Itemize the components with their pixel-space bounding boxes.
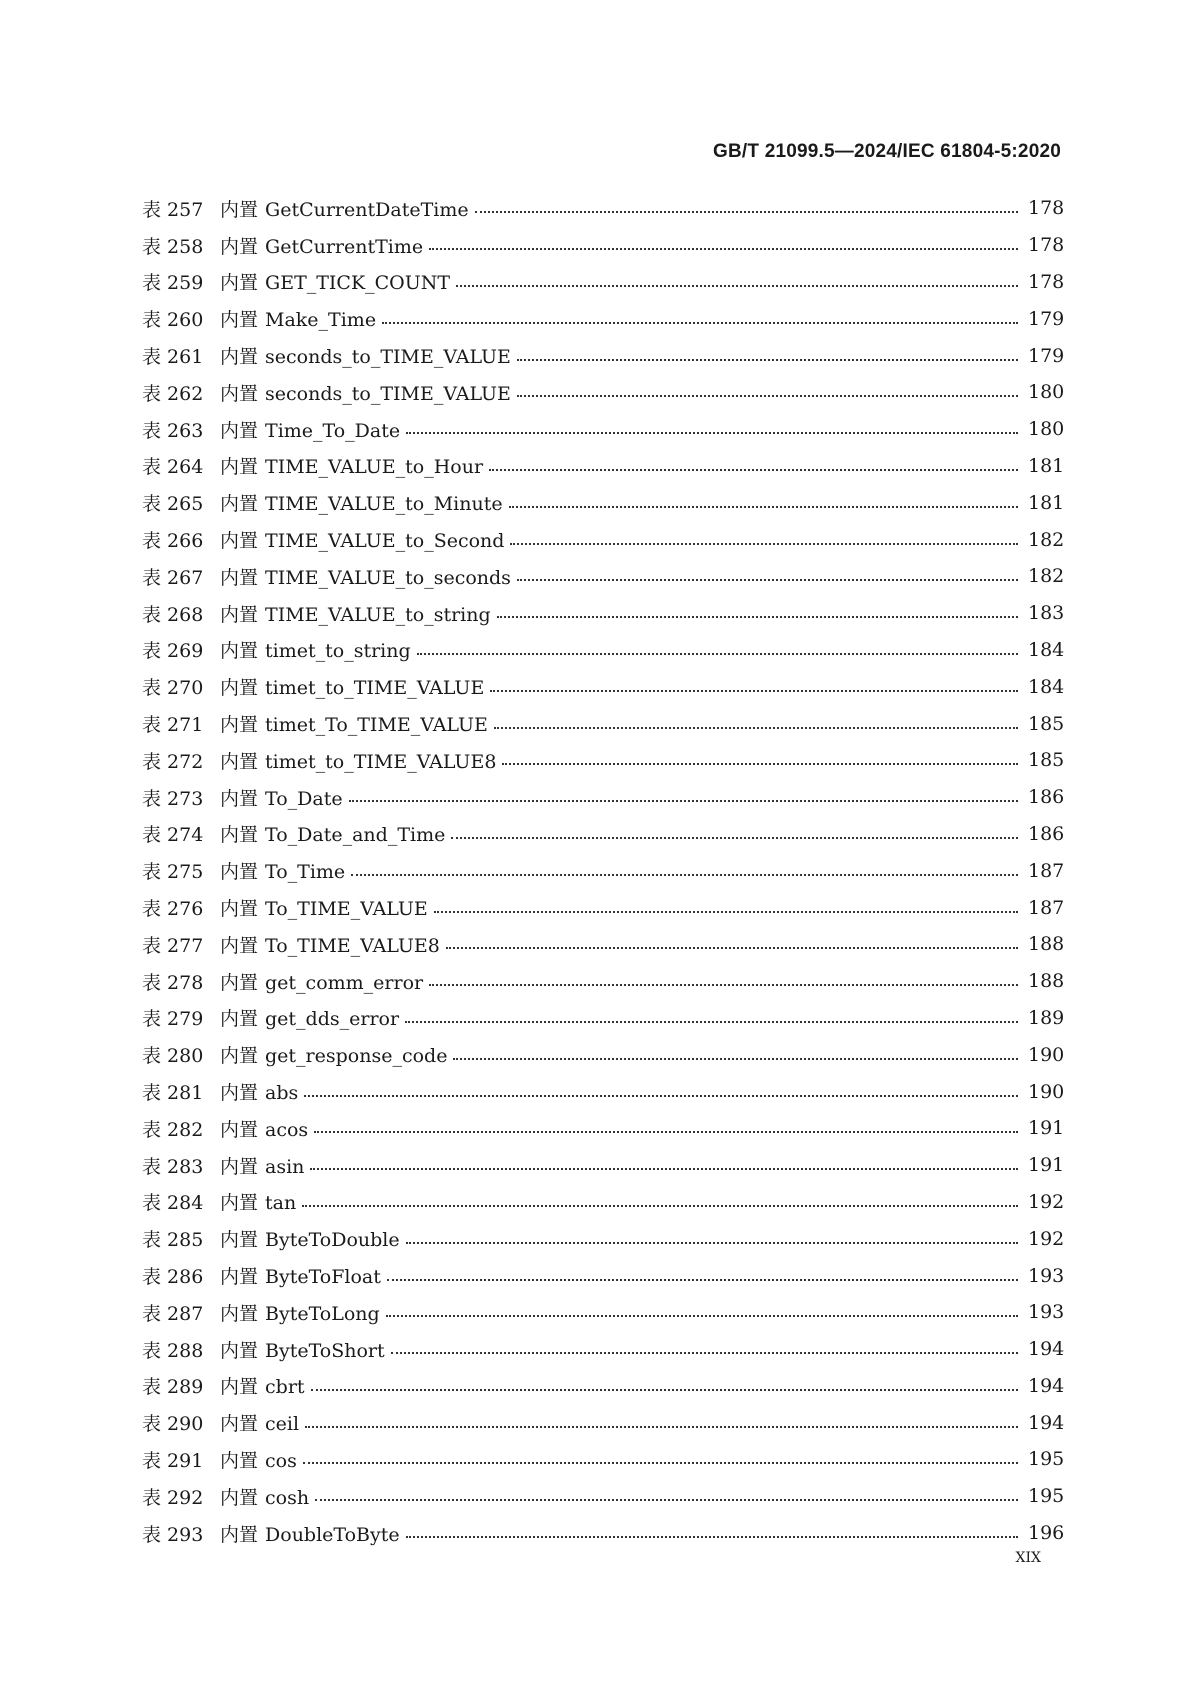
toc-entry[interactable] [142, 963, 1065, 1000]
table-number-label: 表 282 [142, 1118, 204, 1141]
entry-prefix: 内置 [220, 1155, 259, 1178]
table-number-label: 表 258 [142, 235, 204, 258]
entry-prefix: 内置 [220, 1229, 259, 1252]
entry-prefix: 内置 [220, 861, 259, 884]
entry-title-group [220, 342, 517, 369]
entry-title-group [220, 1483, 315, 1510]
entry-title-group [220, 1225, 406, 1252]
entry-page-number: 190 [1028, 1043, 1065, 1066]
toc-entry[interactable] [142, 300, 1065, 337]
entry-title-group [220, 1188, 302, 1215]
entry-title: ByteToDouble [265, 1229, 400, 1252]
dot-leader [303, 1449, 1018, 1469]
entry-title: TIME_VALUE_to_Minute [265, 493, 503, 516]
dot-leader [405, 1008, 1018, 1028]
entry-page-number: 195 [1028, 1485, 1065, 1508]
dot-leader [417, 640, 1018, 660]
entry-page-number: 196 [1028, 1522, 1065, 1545]
dot-leader [315, 1486, 1018, 1506]
entry-page-number: 183 [1028, 602, 1065, 625]
dot-leader [434, 898, 1018, 918]
entry-title: TIME_VALUE_to_Hour [265, 456, 484, 479]
entry-title-group [220, 268, 456, 295]
entry-title-group [220, 820, 451, 847]
entry-title-group [220, 968, 429, 995]
entry-page-number: 180 [1028, 381, 1065, 404]
entry-page-number: 182 [1028, 565, 1065, 588]
entry-page-number: 182 [1028, 528, 1065, 551]
dot-leader [349, 787, 1018, 807]
entry-title: ByteToFloat [265, 1266, 381, 1288]
toc-entry[interactable] [142, 816, 1065, 853]
entry-page-number: 194 [1028, 1411, 1065, 1434]
entry-prefix: 内置 [220, 1266, 259, 1288]
dot-leader [494, 714, 1018, 734]
toc-entry[interactable] [142, 705, 1065, 742]
entry-prefix: 内置 [220, 640, 259, 663]
entry-prefix: 内置 [220, 1118, 259, 1141]
table-number-label: 表 284 [142, 1192, 204, 1215]
entry-title-group [220, 636, 417, 663]
entry-title: Time_To_Date [265, 419, 401, 442]
table-number-label: 表 289 [142, 1376, 204, 1399]
entry-title: To_Time [265, 861, 346, 884]
toc-entry[interactable] [142, 889, 1065, 926]
entry-title-group [220, 1336, 391, 1363]
entry-title-group [220, 379, 517, 406]
entry-title-group [220, 857, 351, 884]
entry-prefix: 内置 [220, 272, 259, 295]
toc-entry[interactable] [142, 264, 1065, 301]
dot-leader [314, 1118, 1018, 1138]
toc-entry[interactable] [142, 1257, 1065, 1294]
entry-prefix: 内置 [220, 235, 259, 258]
dot-leader [386, 1302, 1018, 1322]
entry-title: seconds_to_TIME_VALUE [265, 346, 511, 369]
toc-entry[interactable] [142, 595, 1065, 632]
entry-page-number: 181 [1028, 491, 1065, 514]
entry-page-number: 194 [1028, 1338, 1065, 1361]
dot-leader [453, 1045, 1018, 1065]
table-number-label: 表 287 [142, 1302, 204, 1325]
dot-leader [406, 1229, 1018, 1249]
entry-title-group [220, 710, 494, 737]
dot-leader [382, 309, 1018, 329]
entry-prefix: 内置 [220, 1192, 259, 1215]
toc-entry[interactable] [142, 1294, 1065, 1331]
entry-title: timet_to_string [265, 640, 411, 663]
entry-prefix: 内置 [220, 824, 259, 847]
table-number-label: 表 277 [142, 934, 204, 957]
table-number-label: 表 272 [142, 750, 204, 773]
entry-title: tan [265, 1192, 297, 1215]
dot-leader [451, 824, 1018, 844]
table-number-label: 表 279 [142, 1008, 204, 1031]
table-number-label: 表 269 [142, 640, 204, 663]
entry-page-number: 187 [1028, 896, 1065, 919]
entry-prefix: 内置 [220, 530, 259, 553]
entry-title: TIME_VALUE_to_Second [265, 530, 505, 553]
entry-prefix: 内置 [220, 493, 259, 516]
table-number-label: 表 288 [142, 1339, 204, 1362]
entry-page-number: 179 [1028, 307, 1065, 330]
toc-entry[interactable] [142, 448, 1065, 485]
entry-title: timet_To_TIME_VALUE [265, 714, 488, 737]
entry-page-number: 190 [1028, 1080, 1065, 1103]
entry-page-number: 179 [1028, 344, 1065, 367]
entry-title-group [220, 416, 406, 443]
table-number-label: 表 290 [142, 1413, 204, 1436]
entry-title-group [220, 489, 509, 516]
toc-entry[interactable] [142, 742, 1065, 779]
toc-entry[interactable] [142, 190, 1065, 227]
dot-leader [429, 971, 1018, 991]
toc-entry[interactable] [142, 926, 1065, 963]
entry-title: To_TIME_VALUE [265, 898, 428, 921]
table-number-label: 表 265 [142, 493, 204, 516]
entry-title-group [220, 1299, 386, 1326]
entry-title-group [220, 563, 517, 590]
entry-page-number: 186 [1028, 822, 1065, 845]
entry-title: GetCurrentTime [265, 235, 424, 258]
entry-title: ByteToLong [265, 1302, 380, 1325]
entry-title-group [220, 673, 490, 700]
entry-title-group [220, 1372, 311, 1399]
toc-entry[interactable] [142, 1220, 1065, 1257]
table-number-label: 表 257 [142, 198, 204, 221]
entry-page-number: 185 [1028, 749, 1065, 772]
table-of-contents-list [142, 190, 1065, 1551]
entry-title: ceil [265, 1413, 300, 1436]
table-number-label: 表 263 [142, 419, 204, 442]
entry-title: TIME_VALUE_to_string [265, 603, 491, 626]
entry-title: get_response_code [265, 1045, 448, 1068]
dot-leader [497, 603, 1018, 623]
dot-leader [489, 456, 1018, 476]
table-number-label: 表 264 [142, 456, 204, 479]
toc-entry[interactable] [142, 227, 1065, 264]
entry-prefix: 内置 [220, 382, 259, 405]
toc-entry[interactable] [142, 1184, 1065, 1221]
dot-leader [406, 419, 1018, 439]
entry-page-number: 181 [1028, 454, 1065, 477]
entry-page-number: 192 [1028, 1190, 1065, 1213]
table-number-label: 表 291 [142, 1449, 204, 1472]
entry-title: GET_TICK_COUNT [265, 272, 451, 295]
table-number-label: 表 286 [142, 1266, 204, 1288]
entry-prefix: 内置 [220, 1413, 259, 1436]
entry-title: DoubleToByte [265, 1523, 400, 1546]
dot-leader [502, 750, 1018, 770]
dot-leader [510, 530, 1018, 550]
entry-prefix: 内置 [220, 1302, 259, 1325]
table-number-label: 表 260 [142, 309, 204, 332]
entry-title-group [220, 195, 475, 222]
entry-page-number: 189 [1028, 1006, 1065, 1029]
entry-title: To_Date [265, 787, 343, 810]
table-number-label: 表 274 [142, 824, 204, 847]
entry-prefix: 内置 [220, 750, 259, 773]
entry-title: cbrt [265, 1376, 305, 1399]
entry-title-group [220, 600, 497, 627]
entry-page-number: 184 [1028, 675, 1065, 698]
entry-prefix: 内置 [220, 898, 259, 921]
entry-title-group [220, 1152, 310, 1179]
toc-entry[interactable] [142, 1110, 1065, 1147]
dot-leader [446, 934, 1018, 954]
dot-leader [302, 1192, 1018, 1212]
toc-entry[interactable] [142, 1515, 1065, 1552]
entry-page-number: 186 [1028, 786, 1065, 809]
entry-title-group [220, 747, 502, 774]
dot-leader [304, 1082, 1018, 1102]
document-header: GB/T 21099.5—2024/IEC 61804-5:2020 [713, 141, 1061, 162]
entry-title: ByteToShort [265, 1339, 385, 1362]
entry-title: get_comm_error [265, 971, 424, 994]
entry-title-group [220, 305, 382, 332]
table-number-label: 表 293 [142, 1523, 204, 1546]
entry-prefix: 内置 [220, 1523, 259, 1546]
entry-page-number: 185 [1028, 712, 1065, 735]
toc-entry[interactable] [142, 1478, 1065, 1515]
entry-prefix: 内置 [220, 1082, 259, 1105]
entry-title: timet_to_TIME_VALUE [265, 677, 485, 700]
entry-title: TIME_VALUE_to_seconds [265, 566, 511, 589]
dot-leader [517, 566, 1018, 586]
entry-title: abs [265, 1082, 299, 1105]
entry-title-group [220, 526, 510, 553]
table-number-label: 表 261 [142, 346, 204, 369]
entry-page-number: 184 [1028, 638, 1065, 661]
toc-entry[interactable] [142, 1000, 1065, 1037]
entry-title: timet_to_TIME_VALUE8 [265, 750, 497, 773]
entry-prefix: 内置 [220, 1008, 259, 1031]
entry-title: get_dds_error [265, 1008, 400, 1031]
table-number-label: 表 283 [142, 1155, 204, 1178]
entry-page-number: 195 [1028, 1448, 1065, 1471]
toc-entry[interactable] [142, 1073, 1065, 1110]
entry-title: asin [265, 1155, 305, 1178]
entry-title-group [220, 1078, 304, 1105]
table-number-label: 表 267 [142, 566, 204, 589]
dot-leader [311, 1376, 1018, 1396]
entry-title-group [220, 1004, 405, 1031]
entry-title: Make_Time [265, 309, 377, 332]
entry-prefix: 内置 [220, 456, 259, 479]
entry-title-group [220, 1115, 314, 1142]
entry-prefix: 内置 [220, 787, 259, 810]
entry-prefix: 内置 [220, 1376, 259, 1399]
entry-title-group [220, 452, 489, 479]
entry-page-number: 188 [1028, 970, 1065, 993]
entry-page-number: 187 [1028, 859, 1065, 882]
toc-entry[interactable] [142, 852, 1065, 889]
entry-prefix: 内置 [220, 1449, 259, 1472]
toc-entry[interactable] [142, 1147, 1065, 1184]
table-number-label: 表 270 [142, 677, 204, 700]
dot-leader [351, 861, 1018, 881]
dot-leader [509, 493, 1018, 513]
entry-prefix: 内置 [220, 971, 259, 994]
entry-title-group [220, 1520, 406, 1547]
entry-prefix: 内置 [220, 677, 259, 700]
table-number-label: 表 266 [142, 530, 204, 553]
entry-title-group [220, 1041, 453, 1068]
toc-entry[interactable] [142, 337, 1065, 374]
entry-title: To_TIME_VALUE8 [265, 934, 440, 957]
toc-entry[interactable] [142, 374, 1065, 411]
entry-prefix: 内置 [220, 603, 259, 626]
entry-page-number: 191 [1028, 1117, 1065, 1140]
entry-prefix: 内置 [220, 566, 259, 589]
entry-title-group [220, 1409, 305, 1436]
table-number-label: 表 271 [142, 714, 204, 737]
entry-page-number: 178 [1028, 197, 1065, 220]
table-number-label: 表 278 [142, 971, 204, 994]
toc-entry[interactable] [142, 1036, 1065, 1073]
table-number-label: 表 281 [142, 1082, 204, 1105]
toc-entry[interactable] [142, 1368, 1065, 1405]
toc-entry[interactable] [142, 668, 1065, 705]
entry-title: acos [265, 1118, 309, 1141]
table-number-label: 表 275 [142, 861, 204, 884]
entry-page-number: 193 [1028, 1301, 1065, 1324]
entry-page-number: 194 [1028, 1374, 1065, 1397]
dot-leader [429, 235, 1018, 255]
page-number: XIX [1015, 1550, 1041, 1566]
entry-page-number: 192 [1028, 1227, 1065, 1250]
toc-entry[interactable] [142, 632, 1065, 669]
table-number-label: 表 280 [142, 1045, 204, 1068]
entry-prefix: 内置 [220, 934, 259, 957]
entry-title-group [220, 1446, 303, 1473]
entry-prefix: 内置 [220, 714, 259, 737]
toc-entry[interactable] [142, 521, 1065, 558]
dot-leader [456, 272, 1018, 292]
dot-leader [517, 382, 1018, 402]
table-number-label: 表 268 [142, 603, 204, 626]
table-number-label: 表 273 [142, 787, 204, 810]
entry-title: GetCurrentDateTime [265, 198, 469, 221]
table-number-label: 表 259 [142, 272, 204, 295]
dot-leader [406, 1523, 1018, 1543]
entry-title: seconds_to_TIME_VALUE [265, 382, 511, 405]
toc-entry[interactable] [142, 484, 1065, 521]
entry-prefix: 内置 [220, 309, 259, 332]
table-number-label: 表 285 [142, 1229, 204, 1252]
entry-page-number: 180 [1028, 418, 1065, 441]
table-number-label: 表 292 [142, 1486, 204, 1509]
toc-entry[interactable] [142, 1404, 1065, 1441]
entry-title: cosh [265, 1486, 310, 1509]
entry-page-number: 178 [1028, 234, 1065, 257]
entry-prefix: 内置 [220, 346, 259, 369]
dot-leader [517, 346, 1018, 366]
dot-leader [490, 677, 1018, 697]
table-number-label: 表 276 [142, 898, 204, 921]
dot-leader [305, 1413, 1018, 1433]
dot-leader [475, 198, 1018, 218]
toc-entry[interactable] [142, 411, 1065, 448]
entry-page-number: 178 [1028, 270, 1065, 293]
entry-prefix: 内置 [220, 1045, 259, 1068]
dot-leader [387, 1266, 1018, 1286]
entry-prefix: 内置 [220, 198, 259, 221]
entry-prefix: 内置 [220, 1339, 259, 1362]
entry-title-group [220, 1262, 387, 1289]
dot-leader [391, 1339, 1018, 1359]
toc-entry[interactable] [142, 1441, 1065, 1478]
table-number-label: 表 262 [142, 382, 204, 405]
entry-title-group [220, 784, 349, 811]
entry-title: To_Date_and_Time [265, 824, 446, 847]
entry-page-number: 193 [1028, 1264, 1065, 1287]
entry-page-number: 191 [1028, 1154, 1065, 1177]
entry-title-group [220, 232, 429, 259]
toc-entry[interactable] [142, 779, 1065, 816]
toc-entry[interactable] [142, 1331, 1065, 1368]
toc-entry[interactable] [142, 558, 1065, 595]
entry-title-group [220, 931, 446, 958]
entry-prefix: 内置 [220, 1486, 259, 1509]
entry-title: cos [265, 1449, 297, 1472]
entry-prefix: 内置 [220, 419, 259, 442]
entry-title-group [220, 894, 434, 921]
dot-leader [310, 1155, 1018, 1175]
entry-page-number: 188 [1028, 933, 1065, 956]
